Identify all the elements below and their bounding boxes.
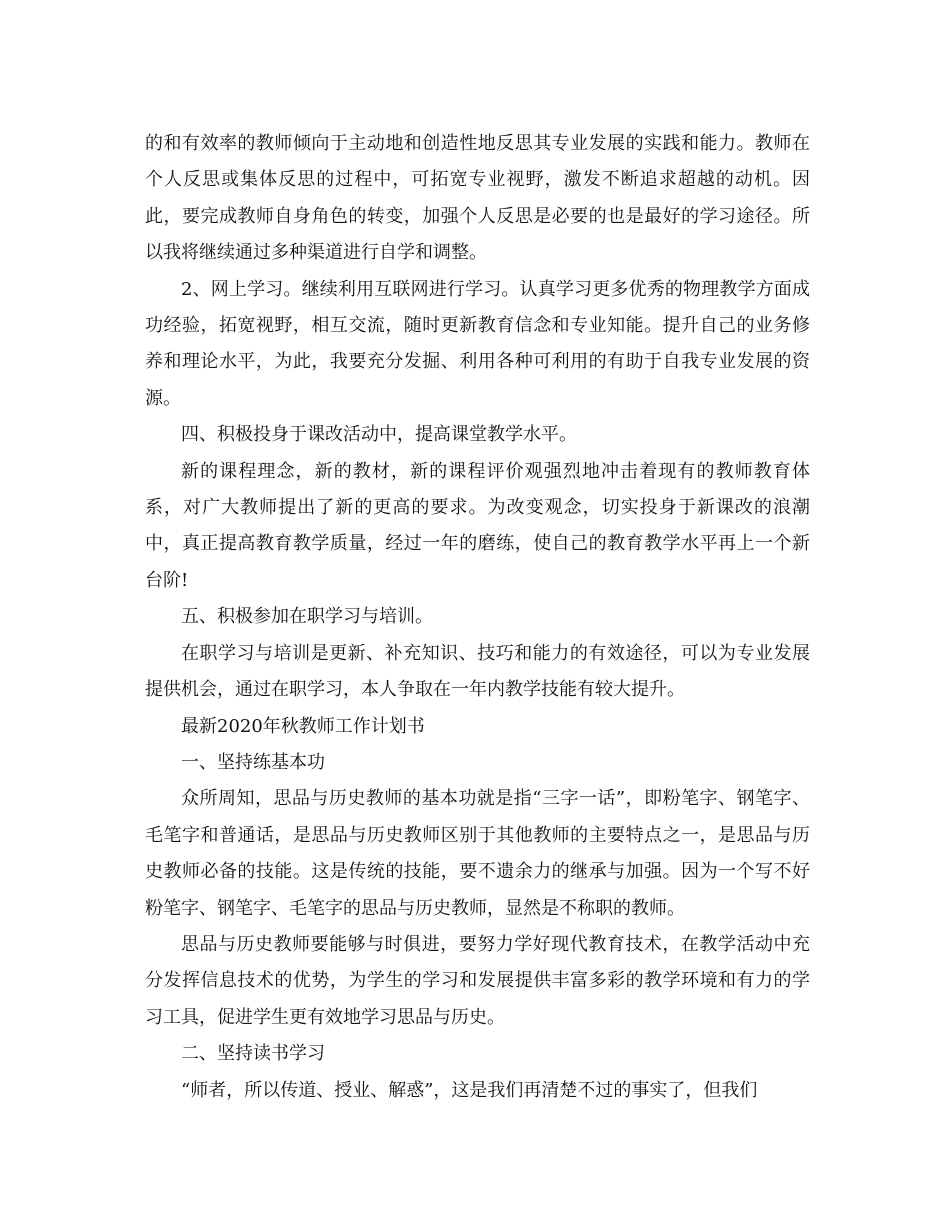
paragraph-in-service-training: 在职学习与培训是更新、补充知识、技巧和能力的有效途径，可以为专业发展提供机会，通过在职学习，本人争取在一年内教学技能有较大提升。 <box>145 642 810 701</box>
heading-curriculum-reform: 四、积极投身于课改活动中，提高课堂教学水平。 <box>181 424 577 446</box>
document-body <box>145 126 810 1109</box>
heading-reading-study: 二、坚持读书学习 <box>181 1043 325 1065</box>
paragraph-basic-skills: 众所周知，思品与历史教师的基本功就是指“三字一话”，即粉笔字、钢笔字、毛笔字和普通话，是思品与历史教师区别于其他教师的主要特点之一，是思品与历史教师必备的技能。这是传统的技能，要不遗余力的继承与加强。因为一个写不好粉笔字、钢笔字、毛笔字的思品与历史教师，显然是不称职的教师。 <box>145 788 810 919</box>
paragraph-reflection-continued: 的和有效率的教师倾向于主动地和创造性地反思其专业发展的实践和能力。教师在个人反思或集体反思的过程中，可拓宽专业视野，激发不断追求超越的动机。因此，要完成教师自身角色的转变，加强个人反思是必要的也是最好的学习途径。所以我将继续通过多种渠道进行自学和调整。 <box>145 133 810 264</box>
paragraph-new-curriculum: 新的课程理念，新的教材，新的课程评价观强烈地冲击着现有的教师教育体系，对广大教师提出了新的更高的要求。为改变观念，切实投身于新课改的浪潮中，真正提高教育教学质量，经过一年的磨练，使自己的教育教学水平再上一个新台阶! <box>145 460 810 591</box>
paragraph-education-technology: 思品与历史教师要能够与时俱进，要努力学好现代教育技术，在教学活动中充分发挥信息技术的优势，为学生的学习和发展提供丰富多彩的教学环境和有力的学习工具，促进学生更有效地学习思品与历史。 <box>145 933 810 1028</box>
paragraph-teacher-quote: “师者，所以传道、授业、解惑”，这是我们再清楚不过的事实了，但我们 <box>181 1079 758 1101</box>
heading-in-service-training: 五、积极参加在职学习与培训。 <box>181 606 433 628</box>
paragraph-online-learning: 2、网上学习。继续利用互联网进行学习。认真学习更多优秀的物理教学方面成功经验，拓宽视野，相互交流，随时更新教育信念和专业知能。提升自己的业务修养和理论水平，为此，我要充分发掘、利用各种可利用的有助于自我专业发展的资源。 <box>145 278 810 409</box>
section-title-work-plan: 最新2020年秋教师工作计划书 <box>181 715 425 737</box>
heading-basic-skills: 一、坚持练基本功 <box>181 751 325 773</box>
